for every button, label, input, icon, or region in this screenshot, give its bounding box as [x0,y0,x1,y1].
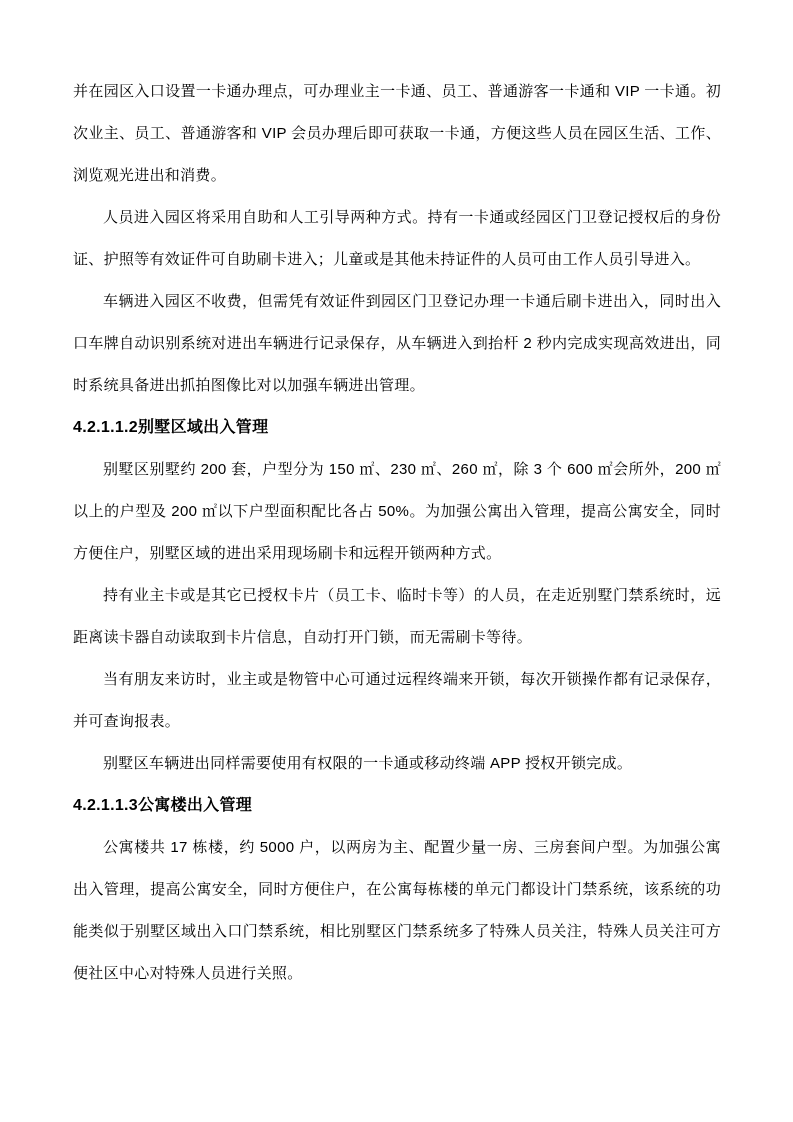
section-heading-apartment-access: 4.2.1.1.3公寓楼出入管理 [73,797,253,814]
paragraph-authorized-cards: 持有业主卡或是其它已授权卡片（员工卡、临时卡等）的人员，在走近别墅门禁系统时，远距离读卡器自动读取到卡片信息，自动打开门锁，而无需刷卡等待。 [73,587,721,646]
paragraph-person-entry: 人员进入园区将采用自助和人工引导两种方式。持有一卡通或经园区门卫登记授权后的身份证、护照等有效证件可自助刷卡进入；儿童或是其他未持证件的人员可由工作人员引导进入。 [73,209,721,268]
section-heading-villa-access: 4.2.1.1.2别墅区域出入管理 [73,419,269,436]
paragraph-remote-unlock: 当有朋友来访时，业主或是物管中心可通过远程终端来开锁，每次开锁操作都有记录保存，并可查询报表。 [73,671,721,730]
paragraph-access-card-office: 并在园区入口设置一卡通办理点，可办理业主一卡通、员工、普通游客一卡通和 VIP 一卡通。初次业主、员工、普通游客和 VIP 会员办理后即可获取一卡通，方便这些人员在园区生活、工作、浏览观光进出和消费。 [73,83,721,184]
paragraph-villa-overview: 别墅区别墅约 200 套，户型分为 150 ㎡、230 ㎡、260 ㎡，除 3 个 600 ㎡会所外，200 ㎡以上的户型及 200 ㎡以下户型面积配比各占 50%。为加强公寓出入管理，提高公寓安全，同时方便住户，别墅区域的进出采用现场刷卡和远程开锁两种方式。 [73,461,721,562]
document-body [73,71,721,995]
paragraph-villa-vehicle: 别墅区车辆进出同样需要使用有权限的一卡通或移动终端 APP 授权开锁完成。 [103,755,633,772]
paragraph-apartment-overview: 公寓楼共 17 栋楼，约 5000 户，以两房为主、配置少量一房、三房套间户型。为加强公寓出入管理，提高公寓安全，同时方便住户，在公寓每栋楼的单元门都设计门禁系统，该系统的功能类似于别墅区域出入口门禁系统，相比别墅区门禁系统多了特殊人员关注，特殊人员关注可方便社区中心对特殊人员进行关照。 [73,839,721,982]
paragraph-vehicle-entry: 车辆进入园区不收费，但需凭有效证件到园区门卫登记办理一卡通后刷卡进出入，同时出入口车牌自动识别系统对进出车辆进行记录保存，从车辆进入到抬杆 2 秒内完成实现高效进出，同时系统具备进出抓拍图像比对以加强车辆进出管理。 [73,293,721,394]
